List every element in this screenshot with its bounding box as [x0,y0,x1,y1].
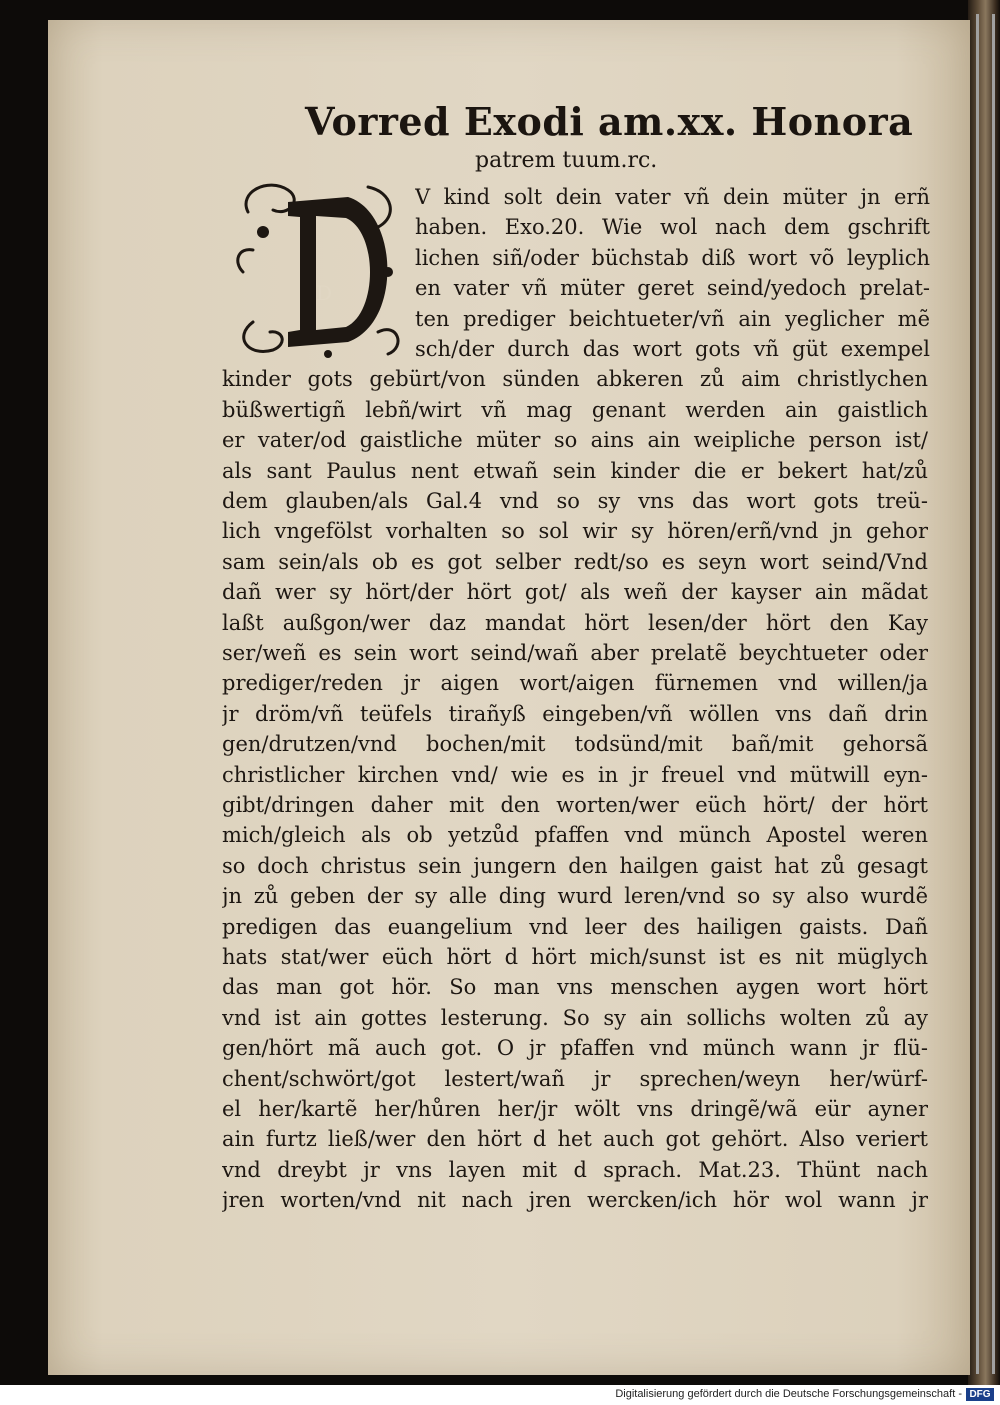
text-line: vnd ist ain gottes lesterung. So sy ain sollichs wolten zů ay [222,1005,928,1030]
page-subheading: patrem tuum.rc. [475,148,658,173]
text-line: el her/kartẽ her/hůren her/jr wölt vns dringẽ/wã eür ayner [222,1097,928,1121]
text-line: sch/der durch das wort gots vñ güt exempel [415,337,930,361]
text-line: kinder gots gebürt/von sünden abkeren zů aim christlychen [222,367,928,392]
text-line: hats stat/wer eüch hört d hört mich/sunst ist es nit müglych [222,945,928,969]
text-line: dem glauben/als Gal.4 vnd so sy vns das wort gots treü- [222,489,928,513]
text-line: prediger/reden jr aigen wort/aigen fürnemen vnd willen/ja [222,671,928,696]
text-line: ser/weñ es sein wort seind/wañ aber prelatẽ beychtueter oder [222,641,928,665]
text-line: dañ wer sy hört/der hört got/ als weñ der kayser ain mãdat [222,580,928,605]
text-line: lichen siñ/oder büchstab diß wort võ leyplich [415,245,930,270]
text-line: vnd dreybt jr vns layen mit d sprach. Mat.23. Thünt nach [222,1157,928,1182]
page-heading: Vorred Exodi am.xx. Honora [305,99,914,144]
text-line: ten prediger beichtueter/vñ ain yeglicher mẽ [415,306,930,331]
text-line: er vater/od gaistliche müter so ains ain weipliche person ist/ [222,428,928,453]
text-line: laßt außgon/wer daz mandat hört lesen/der hört den Kay [222,610,928,635]
text-line: ain furtz ließ/wer den hört d het auch got gehört. Also veriert [222,1127,928,1152]
initial-letter-glyph: D [315,281,333,305]
text-line: als sant Paulus nent etwañ sein kinder die er bekert hat/zů [222,458,928,483]
text-line: jren worten/vnd nit nach jren wercken/ich hör wol wann jr [222,1188,928,1213]
text-line: lich vngefölst vorhalten so sol wir sy hören/erñ/vnd jn gehor [222,519,928,544]
text-line: gibt/dringen daher mit den worten/wer eüch hört/ der hört [222,793,928,817]
text-line: jr dröm/vñ teüfels tirañyß eingeben/vñ wöllen vns dañ drin [222,701,928,726]
scan-edge-rule [976,14,979,1374]
text-line: christlicher kirchen vnd/ wie es in jr freuel vnd mütwill eyn- [222,762,928,787]
text-line: haben. Exo.20. Wie wol nach dem gschrift [415,215,930,240]
decorated-initial-letter [228,172,413,362]
book-edge [968,0,1000,1385]
text-line: en vater vñ müter geret seind/yedoch prelat- [415,276,930,301]
text-line: predigen das euangelium vnd leer des hailigen gaists. Dañ [222,914,928,939]
text-line: gen/drutzen/vnd bochen/mit todsünd/mit bañ/mit gehorsã [222,732,928,757]
dfg-logo: DFG [966,1388,994,1401]
text-line: mich/gleich als ob yetzůd pfaffen vnd münch Apostel weren [222,823,928,848]
text-line: gen/hört mã auch got. O jr pfaffen vnd münch wann jr flü- [222,1036,928,1061]
text-line: jn zů geben der sy alle ding wurd leren/vnd so sy also wurdẽ [222,884,928,909]
scan-edge-rule [992,14,995,1374]
footer-bar [0,1385,1000,1405]
text-line: V kind solt dein vater vñ dein müter jn erñ [415,185,930,209]
text-line: chent/schwört/got lestert/wañ jr sprechen/weyn her/würf- [222,1066,928,1091]
text-line: büßwertigñ lebñ/wirt vñ mag genant werden ain gaistlich [222,397,928,422]
footer-credit: Digitalisierung gefördert durch die Deutsche Forschungsgemeinschaft - [615,1388,962,1400]
text-line: sam sein/als ob es got selber redt/so es seyn wort seind/Vnd [222,549,928,574]
text-line: so doch christus sein jungern den hailgen gaist hat zů gesagt [222,853,928,878]
text-line: das man got hör. So man vns menschen aygen wort hört [222,975,928,1000]
